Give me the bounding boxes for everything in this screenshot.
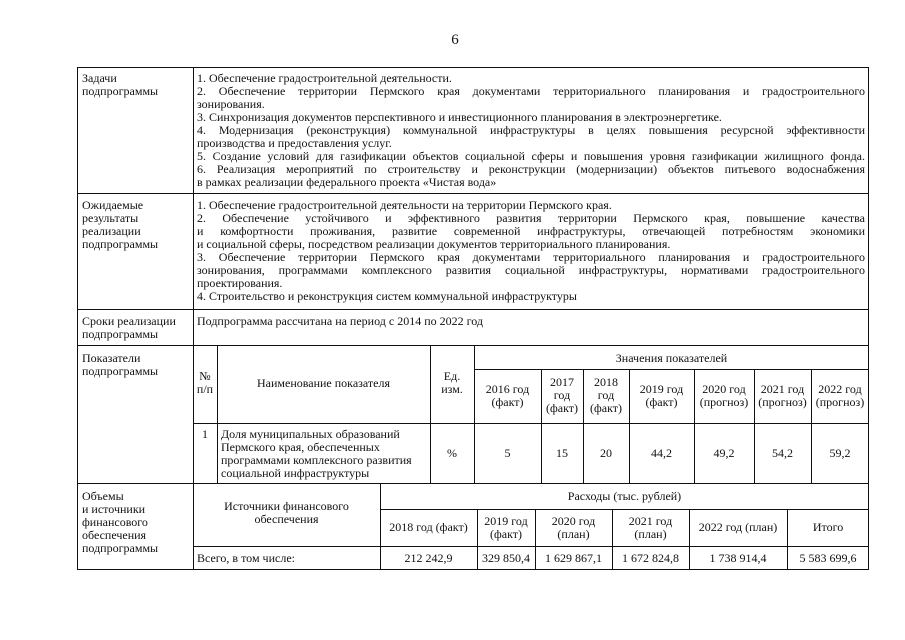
column-divider (193, 67, 194, 570)
finance-year-2021: 2021 год (план) (628, 514, 673, 541)
finance-source-header: Источники финансового обеспечения (224, 499, 349, 526)
year-header-2020: 2020 год (прогноз) (699, 382, 749, 409)
year-header-2017: 2017 год (факт) (545, 375, 578, 415)
unit-header: Ед. изм. (441, 369, 463, 396)
finance-year-2018: 2018 год (факт) (389, 520, 468, 534)
finance-total-value: 1 738 914,4 (709, 551, 767, 565)
finance-total-value: 212 242,9 (404, 551, 453, 565)
tasks-text: 1. Обеспечение градостроительной деятельности. 2. Обеспечение территории Пермского края документами территориального планирования и градостроительного зонирования. 3. Синхронизация документов перспективного и инвестиционного планирования в электроэнергетике. 4. Модернизация (реконструкция) коммунальной инфраструктуры в целях повышения ресурсной эффективности производства и предоставления услуг. 5. Создание условий для газификации объектов социальной сферы и повышения уровня газификации жилищного фонда. 6. Реализация мероприятий по строительству и реконструкции (модернизации) объектов питьевого водоснабжения в рамках реализации федерального проекта «Чистая вода» (197, 71, 865, 189)
year-header-2018: 2018 год (факт) (589, 375, 622, 415)
indicator-value: 49,2 (713, 446, 735, 460)
year-header-2021: 2021 год (прогноз) (758, 382, 807, 409)
indicator-value: 20 (600, 446, 612, 460)
indicators-grid (217, 345, 218, 483)
name-header: Наименование показателя (257, 376, 390, 390)
indicator-value: 44,2 (651, 446, 672, 460)
finance-total-value: 1 629 867,1 (545, 551, 602, 565)
finance-label: Объемы и источники финансового обеспечения подпрограммы (82, 489, 159, 555)
year-header-2022: 2022 год (прогноз) (815, 382, 865, 409)
num-header: № п/п (196, 369, 214, 396)
indicators-grid (474, 369, 869, 370)
finance-total-value: 1 672 824,8 (622, 551, 679, 565)
terms-text: Подпрограмма рассчитана на период с 2014 по 2022 год (197, 314, 483, 328)
finance-year-2019: 2019 год (факт) (484, 514, 528, 541)
finance-total-value: 329 850,4 (482, 551, 530, 565)
indicator-name: Доля муниципальных образований Пермского края, обеспеченных программами комплексного развития социальной инфраструктуры (221, 427, 412, 480)
results-label: Ожидаемые результаты реализации подпрограммы (82, 198, 159, 251)
indicator-value: 15 (556, 446, 568, 460)
finance-total-label: Всего, в том числе: (197, 551, 295, 565)
row-divider (77, 345, 869, 346)
year-header-2019: 2019 год (факт) (639, 382, 684, 409)
indicator-num: 1 (202, 427, 208, 441)
tasks-label: Задачи подпрограммы (82, 71, 159, 98)
terms-label: Сроки реализации подпрограммы (82, 314, 176, 341)
indicator-value: 5 (504, 446, 511, 460)
finance-year-2022: 2022 год (план) (698, 520, 778, 534)
finance-total-value: 5 583 699,6 (799, 551, 857, 565)
finance-total-header: Итого (812, 520, 844, 534)
finance-grid (193, 546, 869, 547)
page-number: 6 (451, 32, 459, 48)
finance-grid (380, 509, 869, 510)
row-divider (77, 193, 869, 194)
row-divider (77, 309, 869, 310)
year-header-2016: 2016 год (факт) (485, 382, 530, 409)
indicator-value: 54,2 (772, 446, 793, 460)
indicators-grid (430, 345, 431, 483)
indicators-label: Показатели подпрограммы (82, 351, 159, 378)
indicators-grid (474, 345, 475, 483)
finance-expenses-header: Расходы (тыс. рублей) (567, 489, 682, 503)
indicators-group-header: Значения показателей (615, 351, 728, 365)
indicator-value: 59,2 (829, 446, 851, 460)
results-text: 1. Обеспечение градостроительной деятельности на территории Пермского края. 2. Обеспечение устойчивого и эффективного развития территории Пермского края, повышение качества и комфортности проживания, развитие современной инфраструктуры, отвечающей потребностям экономики и социальной сферы, посредством реализации документов территориального планирования. 3. Обеспечение территории Пермского края документами территориального планирования и градостроительного зонирования, программами комплексного развития социальной инфраструктуры, нормативами градостроительного проектирования. 4. Строительство и реконструкция систем коммунальной инфраструктуры (197, 198, 865, 303)
indicators-grid (193, 423, 869, 424)
indicator-unit: % (447, 446, 457, 460)
finance-year-2020: 2020 год (план) (551, 514, 596, 541)
row-divider (77, 483, 869, 484)
